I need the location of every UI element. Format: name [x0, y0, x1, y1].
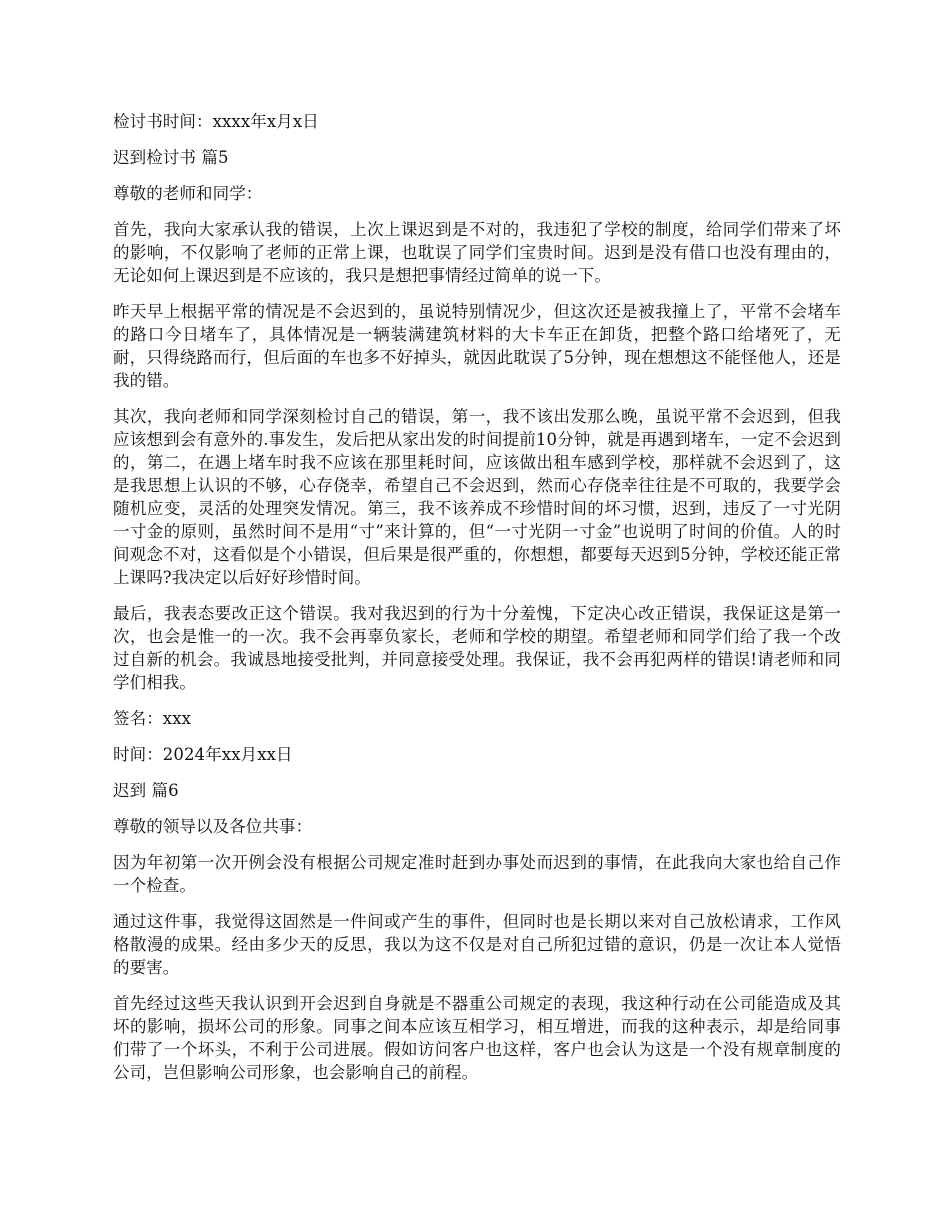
section-heading-6: 迟到 篇6 — [113, 781, 179, 800]
body-paragraph: 首先经过这些天我认识到开会迟到自身就是不器重公司规定的表现，我这种行动在公司能造成及其坏的影响，损坏公司的形象。同事之间本应该互相学习，相互增进，而我的这种表示，却是给同事们带了一个坏头，不利于公司进展。假如访问客户也这样，客户也会认为这是一个没有规章制度的公司，岂但影响公司形象，也会影响自己的前程。 — [113, 994, 841, 1082]
date-line: 检讨书时间：xxxx年x月x日 — [113, 112, 319, 131]
salutation: 尊敬的老师和同学： — [113, 184, 263, 203]
body-paragraph: 通过这件事，我觉得这固然是一件间或产生的事件，但同时也是长期以来对自己放松请求，工作风格散漫的成果。经由多少天的反思，我以为这不仅是对自己所犯过错的意识，仍是一次让本人觉悟的要害。 — [113, 912, 841, 977]
signature-line: 签名：xxx — [113, 709, 192, 728]
section-heading-5: 迟到检讨书 篇5 — [113, 148, 229, 167]
document-body — [113, 110, 841, 1097]
body-paragraph: 首先，我向大家承认我的错误，上次上课迟到是不对的，我违犯了学校的制度，给同学们带来了坏的影响，不仅影响了老师的正常上课，也耽误了同学们宝贵时间。迟到是没有借口也没有理由的，无论如何上课迟到是不应该的，我只是想把事情经过简单的说一下。 — [113, 220, 841, 285]
signature-date: 时间：2024年xx月xx日 — [113, 745, 293, 764]
body-paragraph: 因为年初第一次开例会没有根据公司规定准时赶到办事处而迟到的事情，在此我向大家也给自己作一个检查。 — [113, 853, 841, 895]
body-paragraph: 最后，我表态要改正这个错误。我对我迟到的行为十分羞愧，下定决心改正错误，我保证这是第一次，也会是惟一的一次。我不会再辜负家长，老师和学校的期望。希望老师和同学们给了我一个改过自新的机会。我诚恳地接受批判，并同意接受处理。我保证，我不会再犯两样的错误!请老师和同学们相我。 — [113, 604, 841, 692]
body-paragraph: 其次，我向老师和同学深刻检讨自己的错误，第一，我不该出发那么晚，虽说平常不会迟到，但我应该想到会有意外的.事发生，发后把从家出发的时间提前10分钟，就是再遇到堵车，一定不会迟到的，第二，在遇上堵车时我不应该在那里耗时间，应该做出租车感到学校，那样就不会迟到了，这是我思想上认识的不够，心存侥幸，希望自己不会迟到，然而心存侥幸往往是不可取的，我要学会随机应变，灵活的处理突发情况。第三，我不该养成不珍惜时间的坏习惯，迟到，违反了一寸光阴一寸金的原则，虽然时间不是用“寸”来计算的，但“一寸光阴一寸金”也说明了时间的价值。人的时间观念不对，这看似是个小错误，但后果是很严重的，你想想，都要每天迟到5分钟，学校还能正常上课吗?我决定以后好好珍惜时间。 — [113, 407, 841, 587]
body-paragraph: 昨天早上根据平常的情况是不会迟到的，虽说特别情况少，但这次还是被我撞上了，平常不会堵车的路口今日堵车了，具体情况是一辆装满建筑材料的大卡车正在卸货，把整个路口给堵死了，无耐，只得绕路而行，但后面的车也多不好掉头，就因此耽误了5分钟，现在想想这不能怪他人，还是我的错。 — [113, 302, 841, 390]
salutation: 尊敬的领导以及各位共事： — [113, 817, 313, 836]
